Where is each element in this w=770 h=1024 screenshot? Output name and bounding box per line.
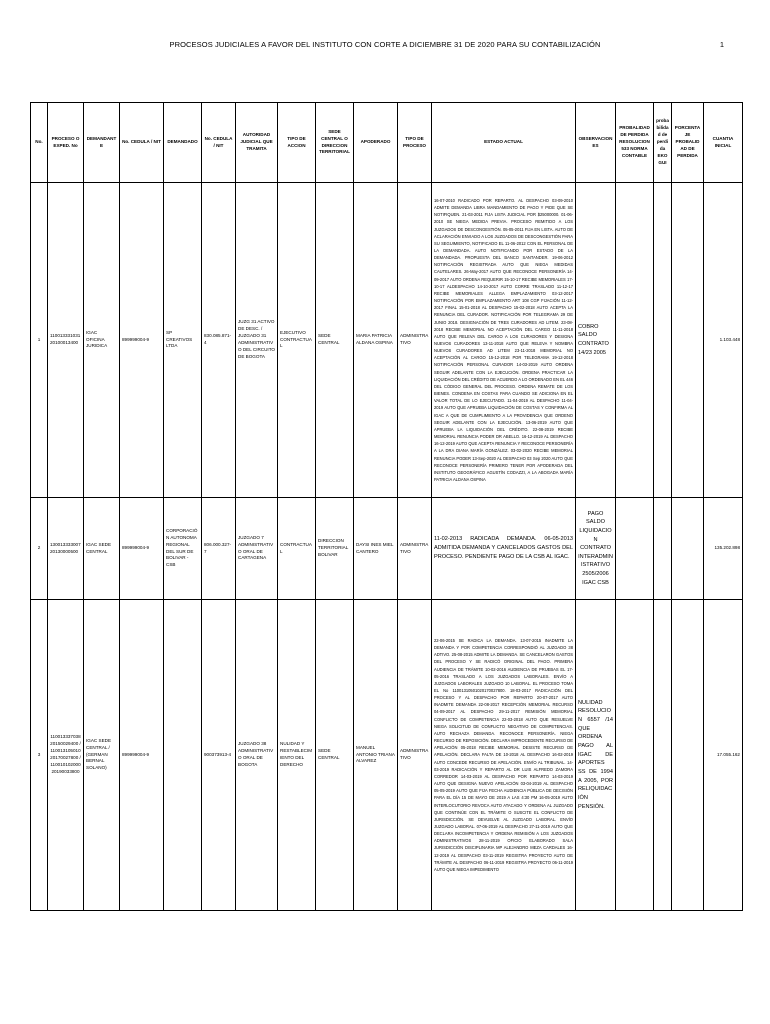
header-porcentaje: PORCENTAJE PROBALIDAD DE PERDIDA	[672, 103, 704, 183]
cell-no: 3	[31, 600, 48, 911]
header-no: No.	[31, 103, 48, 183]
cell-estado: 16-07-2010 RADICADO POR REPARTO. AL DESPACHO 03-09-2010 ADMITE DEMANDA LIBRA MANDAMIENTO DE PAGO Y PIDE QUE SE NOTIFIQUEN. 21-03-2011 FIJA LISTA JUDICIAL POR $25000000. 01-06-2010 SE NIEGA MEDIDA PREVIA. PROCESO REMITIDO A LOS JUZGADOS DE DESCONGESTIÓN. 05-05-2011 FIJA EN LISTA. AUTO DE ACLARACIÓN ENVIADO A LOS JUZGADOS DE DESCONGESTIÓN PARA SU SEGUIMIENTO, NOTIFICADO EL 11-06-2012 CON EL PERSONAL DE LA DEMANDADA. AUTO NOTIFICANDO POR ESTADO DE LA DEMANDADA. PROPUESTA DEL BANCO SANTANDER. 19-06-2012 NOTIFICACIÓN REGISTRADA AUTO QUE NIEGA MEDIDAS CAUTELARES. 26-May-2017 AUTO QUE RECONOCE PERSONERÍA 14-09-2017 AUTO ORDENA REQUERIR 15-10-17 RECIBE MEMORIALES 17-10-17 ALDESPACHO 14-10-2017 AUTO CORRE TRASLADO 11-12-17 RECIBE MEMORIALES ALLEGA EMPLAZAMIENTO 03-12-2017 NOTIFICACIÓN POR EMPLAZAMIENTO ART 108 CGP FIJACIÓN 11-12-2017 FINAL 15-01-2018 AL DESPACHO 15-02-2018 AUTO ACEPTA LA RENUNCIA DEL CURADOR. NOTIFICACIÓN POR TELEGRAMA 29 DE JUNIO 2018. DESIGNACIÓN DE TRES CURADORES AD LITEM. 23-08-2018 RECIBE MEMORIAL NO ACEPTACIÓN DEL CARGO 11-11-2018 AUTO QUE RELEVA DEL CARGO A LOS CURADORES Y DESIGNA NUEVOS CURADORES 13-11-2018 AUTO QUE RELEVA Y NOMBRA NUEVOS CURADORES AD LITEM 23-11-2018 MEMORIAL NO ACEPTACIÓN AL CARGO 15-12-2018 POR TELEGRAMA 19-12-2018 NOTIFICACIÓN PERSONAL CURADOR 14-03-2019 AUTO ORDENA SEGUIR ADELANTE CON LA EJECUCIÓN. ORDENA PRACTICAR LA LIQUIDACIÓN DEL CRÉDITO DE ACUERDO A LO ORDENADO EN EL 446 DEL CÓDIGO GENERAL DEL PROCESO. ORDENA REMATE DE LOS BIENES. CONDENA EN COSTAS PARA CUANDO SE ADICIONA EN EL VALOR TOTAL DE LO EJECUTADO. 11-04-2019 AL DESPACHO 11-04-2019 AUTO QUE APRUEBA LIQUIDACIÓN DE COSTAS Y CONFIRMA AL IGAC A QUE DE CUMPLIMIENTO A LA PROVIDENCIA QUE ORDENO SEGUIR ADELANTE CON LA EJECUCIÓN. 13-06-2019 AUTO QUE APRUEBA LA LIQUIDACIÓN DEL CRÉDITO. 22-08-2019 RECIBE MEMORIAL RENUNCIA PODER DR ABELLO. 16-12-2019 AL DESPACHO 16-12-2019 AUTO QUE ACEPTA RENUNCIA Y RECONOCE PERSONERÍA A LA DRA DIANA MARÍA GONZÁLEZ. 03-02-2020 RECIBE MEMORIAL RENUNCIA PODER 13-Sep-2020 AL DESPACHO 03 Sep 2020 AUTO QUE RECONOCE PERSONERÍA PRIMERO TENER POR APODERADA DEL INSTITUTO GEOGRÁFICO AGUSTÍN CODAZZI, A LA ABOGADA MARÍA PATRICIA ALDANA OSPINA	[432, 183, 576, 498]
page-number: 1	[719, 40, 724, 49]
cell-cedula-nit: 899999004-9	[120, 600, 164, 911]
header-autoridad: AUTORIDAD JUDICIAL QUE TRAMITA	[236, 103, 278, 183]
header-proceso: PROCESO O EXPED. No	[48, 103, 84, 183]
header-cuantia: CUANTIA INICIAL	[704, 103, 743, 183]
header-demandante: DEMANDANTE	[84, 103, 120, 183]
header-sede: SEDE CENTRAL O DIRECCION TERRITORIAL	[316, 103, 354, 183]
cell-proceso: 11001333703820150029400 / 11001310501020170027800 / 11001010200020190033800	[48, 600, 84, 911]
header-tipo-accion: TIPO DE ACCION	[278, 103, 316, 183]
header-probabilidad: PROBALIDAD DE PERDIDA RESOLUCION 533 NORMA CONTABLE	[616, 103, 654, 183]
cell-sede: SEDE CENTRAL	[316, 600, 354, 911]
cell-cedula-nit-2: 806.000.327-7	[202, 498, 236, 600]
cell-apoderado: MARIA PATRICIA ALDANA OSPINA	[354, 183, 398, 498]
cell-autoridad: JUZG 31 ACTIVO DE DESC. / JUZGADO 31 ADMINISTRATIVO DEL CIRCUITO DE BOGOTA	[236, 183, 278, 498]
cell-probabilidad-ekogui	[654, 183, 672, 498]
cell-demandado: CORPORACIÓN AUTONOMA REGIONAL DEL SUR DE BOLIVAR - CSB	[164, 498, 202, 600]
cell-demandante: IGAC SEDE CENTRAL	[84, 498, 120, 600]
cell-cedula-nit: 899999004-9	[120, 498, 164, 600]
cell-porcentaje	[672, 600, 704, 911]
cell-estado: 11-02-2013 RADICADA DEMANDA. 06-05-2013 ADMITIDA DEMANDA Y CANCELADOS GASTOS DEL PROCESO. PENDIENTE PAGO DE LA CSB AL IGAC.	[432, 498, 576, 600]
table-row	[31, 600, 743, 911]
cell-observaciones: NULIDAD RESOLUCION 6557 /14 QUE ORDENA PAGO AL IGAC DE APORTES SS DE 1994 A 2005, POR RELIQUIDACIÓN PENSIÓN.	[576, 600, 616, 911]
cell-cedula-nit-2: 900373913-4	[202, 600, 236, 911]
cell-estado: 22-06-2015 SE RADICA LA DEMANDA. 13-07-2015 INADMITE LA DEMANDA Y POR COMPETENCIA CORRESPONDIÓ AL JUZGADO 38 ADTIVO. 25-08-2015 ADMITE LA DEMANDA. SE CANCELARON GASTOS DEL PROCESO Y SE RADICÓ ORIGINAL DEL PAGO. PRIMERA AUDIENCIA DE TRÁMITE 10-02-2016 AUDIENCIA DE PRUEBAS EL 17-05-2016 TRASLADO A LOS JUZGADOS LABORALES. ENVÍO A JUZGADOS LABORALES JUZGADO 10 LABORAL. EL PROCESO TOMA EL No 11001310501020170027800. 18-03-2017 RADICACIÓN DEL PROCESO Y AL DESPACHO POR REPARTO 20-07-2017 AUTO INADMITE DEMANDA 22-08-2017 RECEPCIÓN MEMORIAL RECURSO 04-09-2017 AL DESPACHO 29-11-2017 REMISIÓN MEMORIAL CONFLICTO DE COMPETENCIA 22-03-2018 AUTO QUE RESUELVE NIEGA SOLICITUD DE CONFLICTO NEGATIVO DE COMPETENCIAS. AUTO RECHAZA DEMANDA. RECONOCE PERSONERÍA. NIEGA RECURSO DE REPOSICIÓN. DECLARA IMPROCEDENTE RECURSO DE APELACIÓN 05-2018 RECIBE MEMORIAL DESISTE RECURSO DE APELACIÓN. DECLARA FALTA DE 10-2018 AL DESPACHO 16-02-2019 AUTO CONCEDE RECURSO DE APELACIÓN. ENVÍO AL TRIBUNAL. 14-03-2019 RADICACIÓN Y REPARTO AL DR LUIS ALFREDO ZAMORA CORREDOR 14-03-2019 AL DESPACHO POR REPARTO 14-03-2019 AUTO QUE DESIGNA NUEVO APELACIÓN 03-04-2019 AL DESPACHO 05-05-2019 AUTO QUE FIJA FECHA AUDIENCIA PÚBLICA DE DECISIÓN PARA EL DÍA 15 DE MAYO DE 2019 A LAS 4:30 PM 16-05-2019 AUTO INTERLOCUTORIO REVOCA AUTO ATACADO Y ORDENA AL JUZGADO QUE CONTINÚE CON EL TRÁMITE O SUSCITE EL CONFLICTO DE JURISDICCIÓN. SE DEVUELVE AL JUZGADO LABORAL. ENVÍO JUZGADO LABORAL. 07-06-2019 AL DESPACHO 27-11-2019 AUTO QUE DECLARA INCOMPETENCIA Y ORDENA REMISIÓN A LOS JUZGADOS ADMINISTRATIVOS 28-11-2019 OFICIO ELABORADO SALA JURISDICCIÓN DISCIPLINARIA MP ALEJANDRO MEZA CARDALES 16-12-2019 AL DESPACHO 03-11-2019 REGISTRA PROYECTO AUTO DE TRÁMITE AL DESPACHO 06-11-2019 REGISTRA PROYECTO 06-11-2019 AUTO QUE NIEGA IMPEDIMENTO	[432, 600, 576, 911]
cell-tipo-accion: EJECUTIVO CONTRACTUAL	[278, 183, 316, 498]
header-probabilidad-ekogui: probabilidad de perdida EKOGUI	[654, 103, 672, 183]
header-estado: ESTADO ACTUAL	[432, 103, 576, 183]
cell-cuantia: 135.202.898	[704, 498, 743, 600]
table-header-row	[31, 103, 743, 183]
cell-probabilidad	[616, 183, 654, 498]
cell-cedula-nit-2: 830.085.871-4	[202, 183, 236, 498]
cell-demandante: IGAC SEDE CENTRAL / (GERMAN BERNAL SOLANO)	[84, 600, 120, 911]
cell-probabilidad-ekogui	[654, 600, 672, 911]
cell-autoridad: JUZGADO 38 ADMINISTRATIVO ORAL DE BOGOTA	[236, 600, 278, 911]
judicial-processes-table	[30, 102, 743, 911]
cell-porcentaje	[672, 183, 704, 498]
cell-probabilidad	[616, 600, 654, 911]
cell-porcentaje	[672, 498, 704, 600]
cell-sede: SEDE CENTRAL	[316, 183, 354, 498]
cell-no: 2	[31, 498, 48, 600]
page-title: PROCESOS JUDICIALES A FAVOR DEL INSTITUTO CON CORTE A DICIEMBRE 31 DE 2020 PARA SU CONTABILIZACIÓN	[169, 40, 601, 49]
cell-cuantia: 1.103.448	[704, 183, 743, 498]
cell-autoridad: JUZGADO 7 ADMINISTRATIVO ORAL DE CARTAGENA	[236, 498, 278, 600]
cell-observaciones: PAGO SALDO LIQUIDACION CONTRATO INTERADMINISTRATIVO 2505/2006 IGAC CSB	[576, 498, 616, 600]
cell-tipo-accion: NULIDAD Y RESTABLECIMIENTO DEL DERECHO	[278, 600, 316, 911]
cell-demandante: IGAC OFICINA JURIDICA	[84, 183, 120, 498]
cell-demandado: SP CREATIVOS LTDA	[164, 183, 202, 498]
header-tipo-proceso: TIPO DE PROCESO	[398, 103, 432, 183]
header-cedula-nit: No. CEDULA / NIT	[120, 103, 164, 183]
cell-tipo-accion: CONTRACTUAL	[278, 498, 316, 600]
header-apoderado: APODERADO	[354, 103, 398, 183]
cell-apoderado: MANUEL ANTONIO TRIANA ALVAREZ	[354, 600, 398, 911]
header-demandado: DEMANDADO	[164, 103, 202, 183]
cell-tipo-proceso: ADMINISTRATIVO	[398, 600, 432, 911]
cell-cuantia: 17.055.162	[704, 600, 743, 911]
cell-demandado	[164, 600, 202, 911]
cell-sede: DIRECCION TERRITORIAL BOLIVAR	[316, 498, 354, 600]
cell-probabilidad-ekogui	[654, 498, 672, 600]
cell-tipo-proceso: ADMINISTRATIVO	[398, 183, 432, 498]
table-row	[31, 183, 743, 498]
cell-no: 1	[31, 183, 48, 498]
cell-cedula-nit: 899999004-9	[120, 183, 164, 498]
cell-probabilidad	[616, 498, 654, 600]
table-row	[31, 498, 743, 600]
cell-proceso: 11001333103120100013400	[48, 183, 84, 498]
cell-tipo-proceso: ADMINISTRATIVO	[398, 498, 432, 600]
header-cedula-nit-2: No. CEDULA / NIT	[202, 103, 236, 183]
cell-observaciones: COBRO SALDO CONTRATO 14/23 2005	[576, 183, 616, 498]
header-observaciones: OBSERVACIONES	[576, 103, 616, 183]
cell-proceso: 13001333300720130000500	[48, 498, 84, 600]
cell-apoderado: DAYSI INES MIEL CANTERO	[354, 498, 398, 600]
